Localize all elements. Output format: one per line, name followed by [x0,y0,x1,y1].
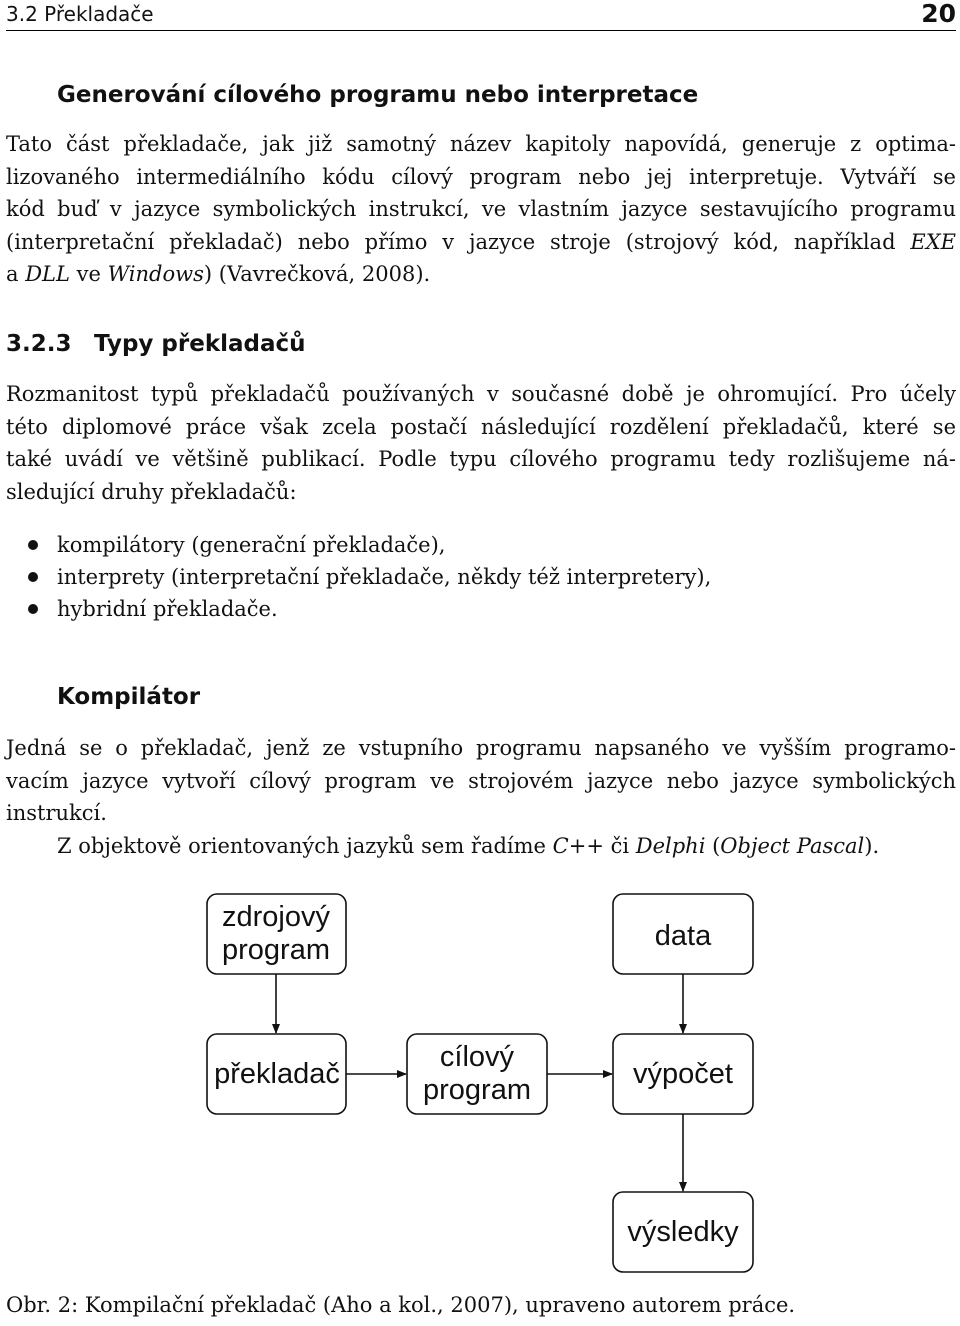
term-cpp: C++ [552,833,604,858]
text-fragment: ( [705,833,721,858]
text-line: Rozmanitost typů překladačů používaných v současné době je ohromující. Pro účely [6,382,956,406]
section-number: 3.2.3 [6,331,72,357]
list-item-text: hybridní překladače. [57,597,278,621]
bullet-icon [28,540,38,550]
text-line [6,226,956,259]
subsection-heading-compiler: Kompilátor [57,684,201,710]
text-fragment: (interpretační překladač) nebo přímo v jazyce stroje (strojový kód, například [6,229,911,254]
text-line [6,830,956,863]
text-line: sledující druhy překladačů: [6,479,297,504]
list-item [6,593,711,625]
list-item [6,529,711,561]
text-fragment: ve [69,262,108,287]
bullet-icon [28,572,38,582]
text-line: kód buď v jazyce symbolických instrukcí, ve vlastním jazyce sestavujícího programu [6,197,956,222]
paragraph-generation [6,128,956,291]
list-item-text: interprety (interpretační překladače, někdy též interpretery), [57,565,712,589]
compiler-diagram [0,880,960,1290]
term-object-pascal: Object Pascal [720,833,865,858]
text-line: Tato část překladače, jak již samotný název kapitoly napovídá, generuje z optima- [6,132,956,156]
paragraph-types [6,378,956,508]
section-heading-types [6,331,306,357]
results-label: výsledky [627,1216,739,1248]
text-line: vacím jazyce vytvoří cílový program ve strojovém jazyce nebo jazyce symbolických [6,768,956,793]
figure-caption: Obr. 2: Kompilační překladač (Aho a kol., 2007), upraveno autorem práce. [6,1293,796,1317]
term-dll: DLL [25,262,70,287]
running-header [6,2,956,31]
source-program-label-line1: zdrojový [222,901,330,933]
term-delphi: Delphi [635,833,706,858]
text-line: Jedná se o překladač, jenž ze vstupního programu napsaného ve vyšším programo- [6,736,956,760]
bullet-icon [28,604,38,614]
text-fragment: či [603,833,636,858]
compute-label: výpočet [633,1058,733,1090]
text-line: také uvádí ve většině publikací. Podle typu cílového programu tedy rozlišujeme ná- [6,447,956,472]
text-fragment: a [6,262,26,287]
text-fragment: ). [864,833,880,858]
text-line: instrukcí. [6,801,107,826]
text-line [6,258,956,291]
term-windows: Windows [107,262,204,287]
compiler-types-list [6,529,711,625]
text-fragment: ) (Vavrečková, 2008). [203,262,431,287]
text-line: této diplomové práce však zcela postačí následující rozdělení překladačů, které se [6,414,956,439]
list-item [6,561,711,593]
subsection-heading-generation: Generování cílového programu nebo interpretace [57,82,699,108]
text-fragment: Z objektově orientovaných jazyků sem řadíme [57,833,553,858]
target-program-label-line1: cílový [439,1041,515,1073]
header-section: 3.2 Překladače [6,2,154,26]
term-exe: EXE [910,229,956,254]
section-title: Typy překladačů [94,331,306,357]
paragraph-compiler [6,732,956,862]
list-item-text: kompilátory (generační překladače), [57,533,446,557]
target-program-label-line2: program [423,1074,531,1106]
source-program-label-line2: program [222,934,330,966]
compiler-label: překladač [214,1058,340,1090]
text-line: lizovaného intermediálního kódu cílový program nebo jej interpretuje. Vytváří se [6,164,956,189]
page-number: 20 [921,0,956,28]
data-label: data [654,920,712,952]
